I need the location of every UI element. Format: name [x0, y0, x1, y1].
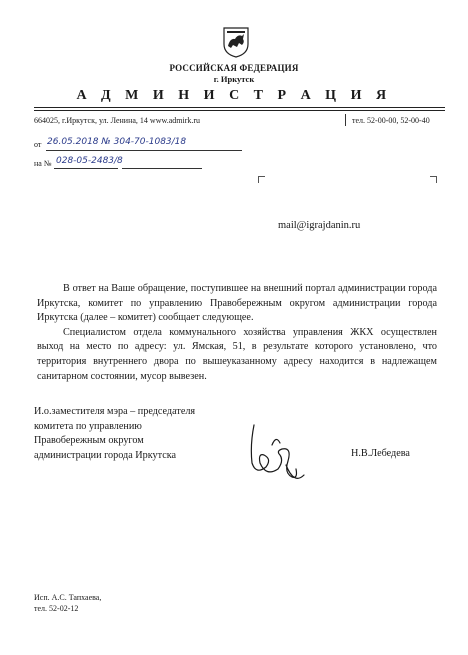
phone-line: тел. 52-00-00, 52-00-40	[352, 116, 430, 125]
position-line-4: администрации города Иркутска	[34, 449, 177, 461]
from-line	[46, 150, 242, 151]
to-label: на №	[34, 159, 52, 168]
recipient-email: mail@igrajdanin.ru	[278, 220, 361, 231]
executor-name: Исп. А.С. Тапхаева,	[34, 593, 102, 602]
header-rule-thin	[34, 110, 445, 111]
to-line-1	[54, 168, 118, 169]
corner-mark-tl	[258, 176, 265, 183]
signer-name: Н.В.Лебедева	[351, 448, 410, 459]
federation-label: РОССИЙСКАЯ ФЕДЕРАЦИЯ	[169, 63, 299, 73]
header-rule	[34, 107, 445, 108]
to-value: 028-05-2483/8	[56, 156, 123, 166]
position-line-1: И.о.заместителя мэра – председателя	[34, 406, 196, 417]
executor-phone: тел. 52-02-12	[34, 604, 79, 613]
from-value: 26.05.2018 № 304-70-1083/18	[47, 137, 187, 147]
signer-position	[34, 405, 195, 463]
corner-mark-tr	[430, 176, 437, 183]
executor-info	[34, 592, 101, 614]
body-paragraph-1: В ответ на Ваше обращение, поступившее на внешний портал администрации города Иркутска, комитет по управлению Правобережным округом администрации города Иркутска (далее – комитет) сообщает следующее.	[37, 283, 437, 324]
body-text	[37, 282, 437, 384]
address-line: 664025, г.Иркутск, ул. Ленина, 14 www.admirk.ru	[34, 116, 201, 125]
address-divider	[345, 114, 346, 126]
body-paragraph-2: Специалистом отдела коммунального хозяйства управления ЖКХ осуществлен выход на место по адресу: ул. Ямская, 51, в результате которого установлено, что территория внутреннего двора по вышеуказанному адресу находится в надлежащем санитарном состоянии, мусор вывезен.	[37, 326, 437, 382]
coat-of-arms-icon	[221, 26, 251, 58]
to-line-2	[122, 168, 202, 169]
position-line-3: Правобережным округом	[34, 435, 144, 447]
handwritten-signature	[236, 415, 316, 490]
page-title: А Д М И Н И С Т Р А Ц И Я	[76, 88, 392, 103]
position-line-2: комитета по управлению	[34, 420, 142, 432]
from-label: от	[34, 140, 42, 149]
city-label: г. Иркутск	[213, 74, 255, 84]
